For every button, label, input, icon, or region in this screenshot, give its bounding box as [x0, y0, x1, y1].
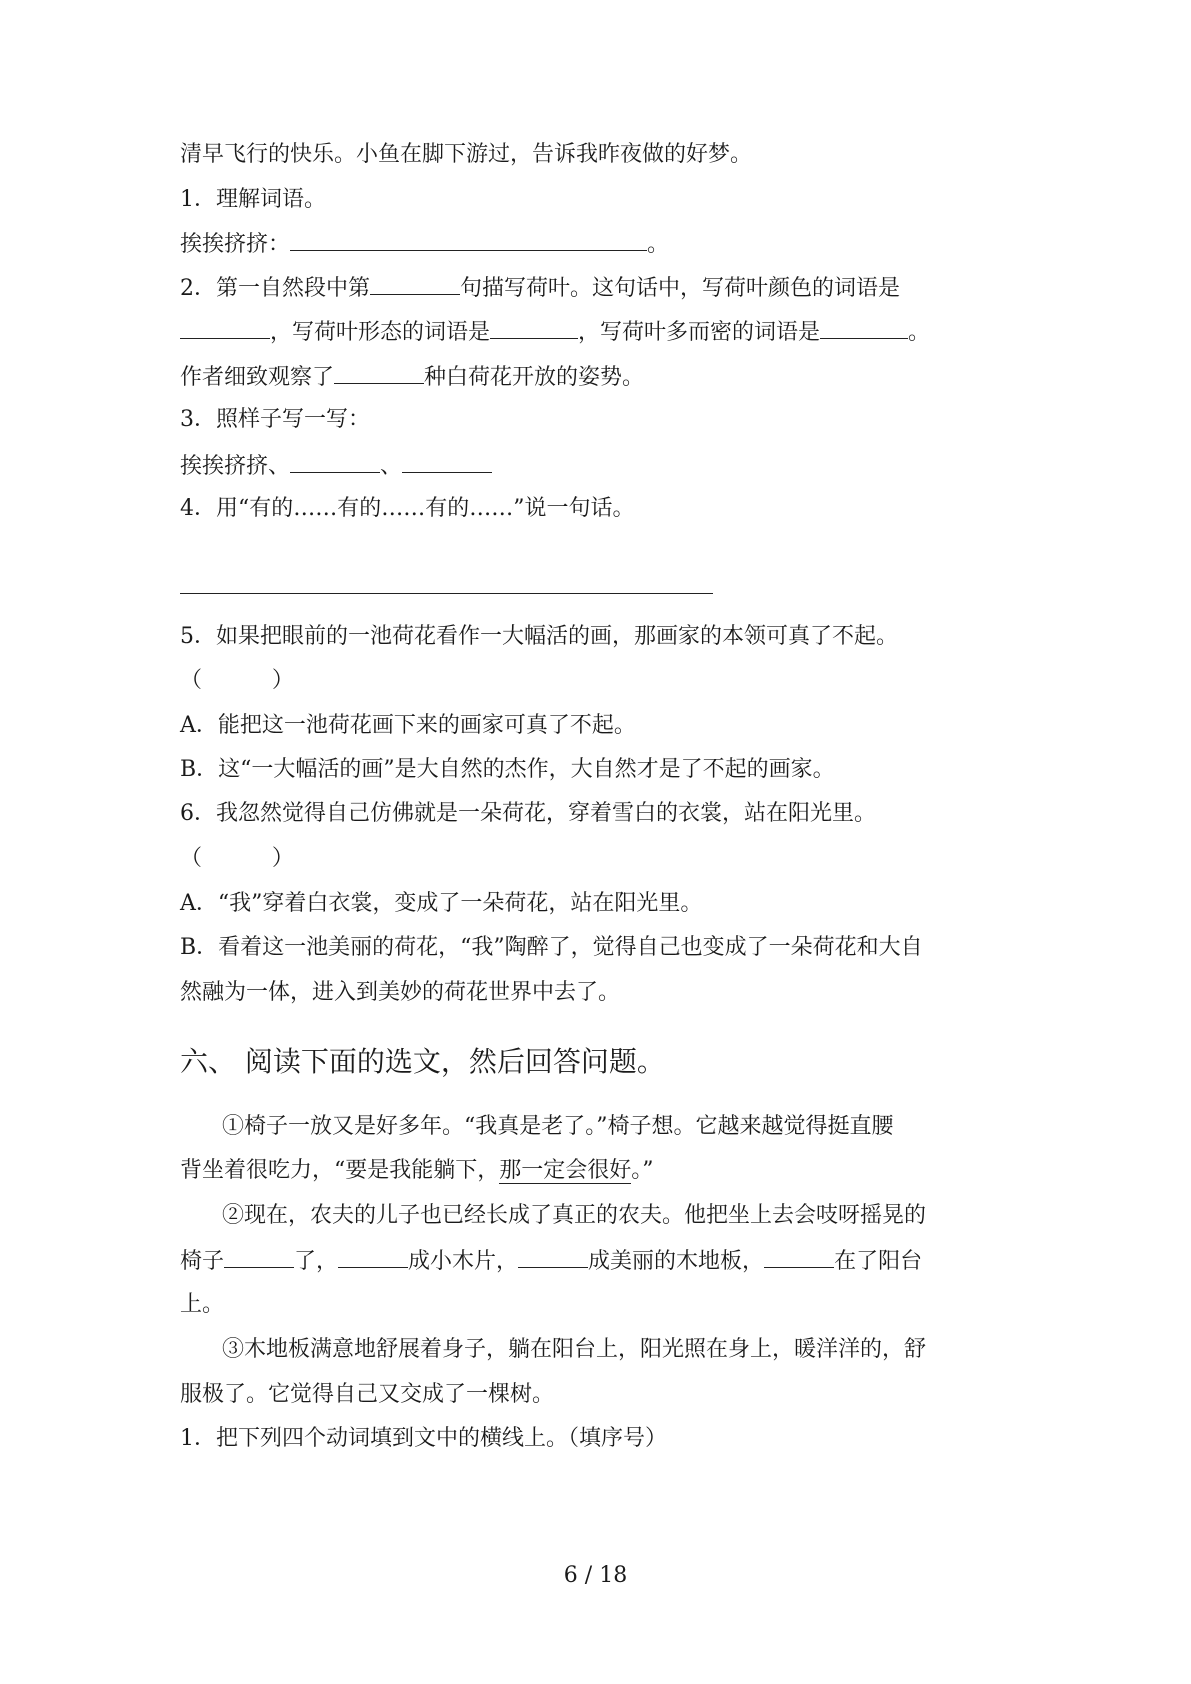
text: B．这“一大幅活的画”是大自然的杰作，大自然才是了不起的画家。: [180, 757, 835, 782]
text: 作者细致观察了: [180, 365, 335, 390]
answer-blank[interactable]: [490, 316, 578, 339]
answer-blank[interactable]: [180, 316, 270, 339]
text: 。: [647, 232, 670, 257]
passage-paragraph-3-cont: [180, 1380, 554, 1410]
question-2-line2: [180, 316, 930, 348]
section-heading: [180, 1044, 665, 1080]
underlined-text: 那一定会很好: [499, 1158, 632, 1183]
text: ②现在，农夫的儿子也已经长成了真正的农夫。他把坐上去会吱呀摇晃的: [222, 1203, 927, 1228]
text: （ ）: [180, 846, 294, 871]
text: ，写荷叶多而密的词语是: [578, 320, 821, 345]
text: 1．把下列四个动词填到文中的横线上。（填序号）: [180, 1426, 667, 1451]
text: （ ）: [180, 668, 294, 693]
text: B．看着这一池美丽的荷花，“我”陶醉了，觉得自己也变成了一朵荷花和大自: [180, 935, 923, 960]
text: 了，: [294, 1249, 339, 1274]
question-6-option-b: [180, 933, 923, 963]
text: ，写荷叶形态的词语是: [270, 320, 491, 345]
passage-paragraph-1: [222, 1112, 894, 1142]
text: 种白荷花开放的姿势。: [424, 365, 645, 390]
question-6: [180, 799, 876, 829]
text: 。”: [631, 1158, 654, 1183]
answer-blank[interactable]: [338, 1245, 408, 1268]
question-1: [180, 185, 326, 215]
text: ①椅子一放又是好多年。“我真是老了。”椅子想。它越来越觉得挺直腰: [222, 1114, 894, 1139]
question-2-line3: [180, 361, 644, 393]
question-5: [180, 622, 898, 652]
question-5-option-b: [180, 755, 835, 785]
text: 挨挨挤挤：: [180, 232, 291, 257]
text: 4．用“有的……有的……有的……”说一句话。: [180, 496, 635, 521]
question-6-choice-paren[interactable]: [180, 844, 294, 874]
passage-paragraph-2: [222, 1201, 926, 1231]
text: 清早飞行的快乐。小鱼在脚下游过，告诉我昨夜做的好梦。: [180, 142, 753, 167]
answer-blank[interactable]: [290, 450, 380, 473]
passage-paragraph-2-end: [180, 1290, 224, 1320]
answer-blank[interactable]: [290, 228, 647, 251]
text: 六、 阅读下面的选文，然后回答问题。: [180, 1045, 665, 1078]
passage-line: [180, 140, 752, 170]
text: 上。: [180, 1292, 225, 1317]
text: 2．第一自然段中第: [180, 276, 370, 301]
text: 、: [380, 454, 403, 479]
text: 5．如果把眼前的一池荷花看作一大幅活的画，那画家的本领可真了不起。: [180, 624, 898, 649]
text: 服极了。它觉得自己又交成了一棵树。: [180, 1382, 555, 1407]
page-number: 6 / 18: [563, 1563, 628, 1588]
question-4: [180, 494, 635, 524]
answer-blank[interactable]: [518, 1245, 588, 1268]
text: A．能把这一池荷花画下来的画家可真了不起。: [180, 713, 636, 738]
question-5-option-a: [180, 711, 636, 741]
text: 成小木片，: [408, 1249, 519, 1274]
passage-paragraph-1-cont: [180, 1156, 654, 1186]
text: 然融为一体，进入到美妙的荷花世界中去了。: [180, 980, 621, 1005]
question-7: [180, 1424, 667, 1454]
answer-blank[interactable]: [402, 450, 492, 473]
answer-blank[interactable]: [334, 361, 424, 384]
text: ③木地板满意地舒展着身子，躺在阳台上，阳光照在身上，暖洋洋的，舒: [222, 1337, 927, 1362]
question-5-choice-paren[interactable]: [180, 666, 294, 696]
passage-paragraph-3: [222, 1335, 926, 1365]
answer-blank[interactable]: [820, 316, 908, 339]
text: 椅子: [180, 1249, 225, 1274]
text: 成美丽的木地板，: [588, 1249, 765, 1274]
text: 1．理解词语。: [180, 187, 326, 212]
text: 背坐着很吃力，“要是我能躺下，: [180, 1158, 500, 1183]
text: 句描写荷叶。这句话中，写荷叶颜色的词语是: [460, 276, 901, 301]
question-1-answer: [180, 228, 669, 260]
text: 6．我忽然觉得自己仿佛就是一朵荷花，穿着雪白的衣裳，站在阳光里。: [180, 801, 876, 826]
question-3: [180, 405, 370, 435]
question-6-option-a: [180, 889, 702, 919]
question-3-answer: [180, 450, 492, 482]
answer-blank[interactable]: [224, 1245, 294, 1268]
text: 在了阳台: [834, 1249, 923, 1274]
text: 3．照样子写一写：: [180, 407, 370, 432]
text: 。: [908, 320, 931, 345]
question-2: [180, 272, 900, 304]
text: A．“我”穿着白衣裳，变成了一朵荷花，站在阳光里。: [180, 891, 703, 916]
passage-paragraph-2-cont: [180, 1245, 922, 1277]
answer-blank[interactable]: [764, 1245, 834, 1268]
question-6-option-b-cont: [180, 978, 620, 1008]
text: 挨挨挤挤、: [180, 454, 291, 479]
answer-line[interactable]: [180, 593, 713, 594]
answer-blank[interactable]: [370, 272, 460, 295]
